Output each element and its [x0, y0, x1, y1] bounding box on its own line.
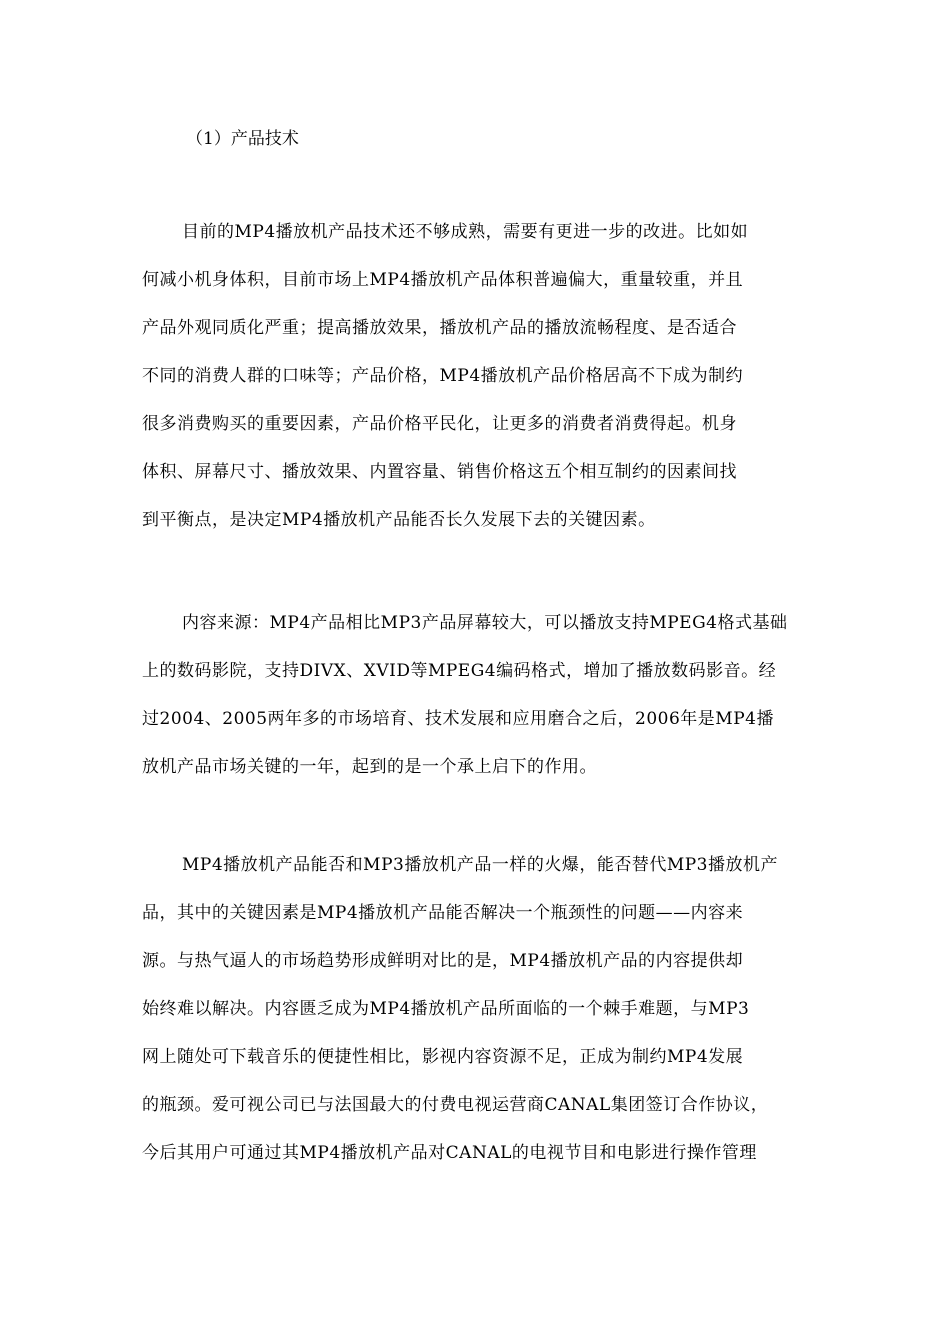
text-line: 目前的MP4播放机产品技术还不够成熟，需要有更进一步的改进。比如如: [182, 222, 749, 242]
text-line: 产品外观同质化严重；提高播放效果，播放机产品的播放流畅程度、是否适合: [142, 318, 737, 338]
text-line: 源。与热气逼人的市场趋势形成鲜明对比的是，MP4播放机产品的内容提供却: [142, 951, 744, 971]
text-line: 今后其用户可通过其MP4播放机产品对CANAL的电视节目和电影进行操作管理: [142, 1143, 757, 1163]
paragraph-product-technology: [142, 222, 810, 558]
text-line: 过2004、2005两年多的市场培育、技术发展和应用磨合之后，2006年是MP4播: [142, 709, 774, 729]
text-line: 网上随处可下载音乐的便捷性相比，影视内容资源不足，正成为制约MP4发展: [142, 1047, 744, 1067]
text-line: 始终难以解决。内容匮乏成为MP4播放机产品所面临的一个棘手难题，与MP3: [142, 999, 750, 1019]
text-line: 很多消费购买的重要因素，产品价格平民化，让更多的消费者消费得起。机身: [142, 414, 737, 434]
paragraph-content-source: [142, 613, 810, 805]
section-heading: （1）产品技术: [186, 129, 299, 149]
text-line: MP4播放机产品能否和MP3播放机产品一样的火爆，能否替代MP3播放机产: [182, 855, 778, 875]
text-line: 品，其中的关键因素是MP4播放机产品能否解决一个瓶颈性的问题——内容来: [142, 903, 744, 923]
text-line: 上的数码影院，支持DIVX、XVID等MPEG4编码格式，增加了播放数码影音。经: [142, 661, 777, 681]
text-line: 的瓶颈。爱可视公司已与法国最大的付费电视运营商CANAL集团签订合作协议，: [142, 1095, 769, 1115]
text-line: 何减小机身体积，目前市场上MP4播放机产品体积普遍偏大，重量较重，并且: [142, 270, 744, 290]
text-line: 内容来源：MP4产品相比MP3产品屏幕较大，可以播放支持MPEG4格式基础: [182, 613, 788, 633]
text-line: 放机产品市场关键的一年，起到的是一个承上启下的作用。: [142, 757, 597, 777]
text-line: 不同的消费人群的口味等；产品价格，MP4播放机产品价格居高不下成为制约: [142, 366, 744, 386]
text-line: 体积、屏幕尺寸、播放效果、内置容量、销售价格这五个相互制约的因素间找: [142, 462, 737, 482]
text-line: 到平衡点，是决定MP4播放机产品能否长久发展下去的关键因素。: [142, 510, 656, 530]
paragraph-mp4-vs-mp3: [142, 855, 810, 1191]
